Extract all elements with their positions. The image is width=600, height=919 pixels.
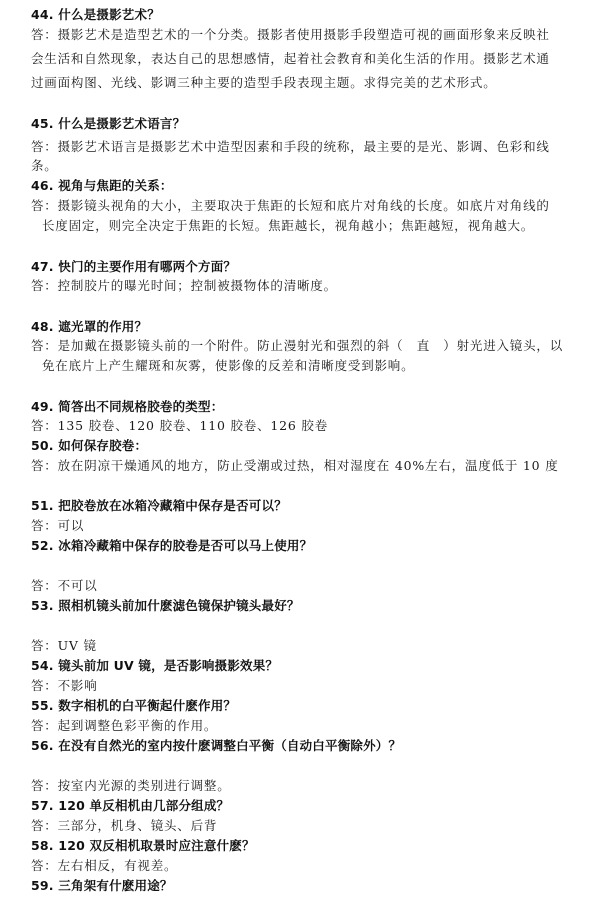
question-56: 56. 在没有自然光的室内按什麽调整白平衡（自动白平衡除外）？	[31, 738, 402, 753]
answer-44-line-1: 答：摄影艺术是造型艺术的一个分类。摄影者使用摄影手段塑造可视的画面形象来反映社	[31, 27, 550, 42]
answer-52: 答：不可以	[31, 578, 98, 593]
question-47: 47. 快门的主要作用有哪两个方面？	[31, 259, 237, 274]
answer-46-line-1: 答：摄影镜头视角的大小，主要取决于焦距的长短和底片对角线的长度。如底片对角线的	[31, 198, 550, 213]
question-44: 44. 什么是摄影艺术？	[31, 7, 160, 22]
question-52: 52. 冰箱冷藏箱中保存的胶卷是否可以马上使用？	[31, 538, 313, 553]
answer-49: 答：135 胶卷、120 胶卷、110 胶卷、126 胶卷	[31, 418, 329, 433]
question-54: 54. 镜头前加 UV 镜，是否影响摄影效果？	[31, 658, 279, 673]
answer-58: 答：左右相反，有视差。	[31, 858, 178, 873]
question-51: 51. 把胶卷放在冰箱冷藏箱中保存是否可以？	[31, 498, 287, 513]
answer-44-line-3: 过画面构图、光线、影调三种主要的造型手段表现主题。求得完美的艺术形式。	[31, 75, 497, 90]
answer-56: 答：按室内光源的类别进行调整。	[31, 778, 231, 793]
answer-48-line-1: 答：是加戴在摄影镜头前的一个附件。防止漫射光和强烈的斜（ 直 ）射光进入镜头，以	[31, 338, 564, 353]
answer-53: 答：UV 镜	[31, 638, 97, 653]
answer-45-line-2: 条。	[31, 158, 58, 173]
answer-44-line-2: 会生活和自然现象，表达自己的思想感情，起着社会教育和美化生活的作用。摄影艺术通	[31, 51, 550, 66]
question-55: 55. 数字相机的白平衡起什麽作用？	[31, 698, 237, 713]
answer-45-line-1: 答：摄影艺术语言是摄影艺术中造型因素和手段的统称，最主要的是光、影调、色彩和线	[31, 139, 550, 154]
answer-54: 答：不影响	[31, 678, 98, 693]
question-45: 45. 什么是摄影艺术语言？	[31, 116, 186, 131]
question-53: 53. 照相机镜头前加什麽滤色镜保护镜头最好？	[31, 598, 300, 613]
question-59: 59. 三角架有什麽用途？	[31, 878, 173, 893]
answer-46-line-2: 长度固定，则完全决定于焦距的长短。焦距越长，视角越小；焦距越短，视角越大。	[42, 218, 535, 233]
answer-57: 答：三部分，机身、镜头、后背	[31, 818, 218, 833]
answer-55: 答：起到调整色彩平衡的作用。	[31, 718, 218, 733]
question-49: 49. 简答出不同规格胶卷的类型：	[31, 399, 224, 414]
answer-50: 答：放在阴凉干燥通风的地方，防止受潮或过热，相对湿度在 40%左右，温度低于 10 度	[31, 458, 559, 473]
question-46: 46. 视角与焦距的关系：	[31, 178, 173, 193]
question-48: 48. 遮光罩的作用？	[31, 319, 148, 334]
question-50: 50. 如何保存胶卷：	[31, 438, 148, 453]
question-57: 57. 120 单反相机由几部分组成？	[31, 798, 230, 813]
question-58: 58. 120 双反相机取景时应注意什麽？	[31, 838, 255, 853]
answer-51: 答：可以	[31, 518, 85, 533]
answer-48-line-2: 免在底片上产生耀斑和灰雾，使影像的反差和清晰度受到影响。	[42, 358, 415, 373]
answer-47: 答：控制胶片的曝光时间；控制被摄物体的清晰度。	[31, 278, 337, 293]
